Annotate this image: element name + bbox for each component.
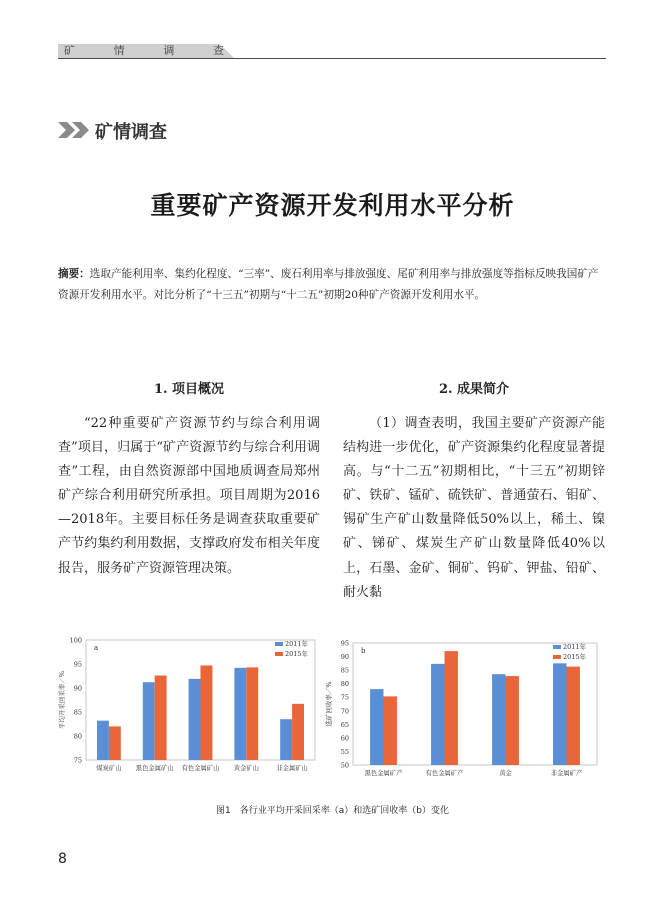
y-tick-label: 95 (73, 660, 82, 669)
bar (280, 719, 292, 760)
figure-caption: 图1 各行业平均开采回采率（a）和选矿回收率（b）变化 (216, 806, 449, 816)
chart-beneficiation-recovery-rate (325, 635, 607, 785)
x-tick-label: 煤炭矿山 (96, 765, 122, 772)
y-tick-label: 70 (340, 707, 349, 716)
page-number: 8 (58, 851, 67, 867)
y-tick-label: 80 (340, 680, 349, 689)
article-title: 重要矿产资源开发利用水平分析 (150, 191, 515, 220)
abstract-text: 选取产能利用率、集约化程度、“三率”、废石利用率与排放强度、尾矿利用率与排放强度等指标反映我国矿产资源开发利用水平。对比分析了“十三五”初期与“十二五”初期20种矿产资源开发利用水平。 (58, 268, 599, 301)
bar (431, 664, 444, 765)
panel-label: a (94, 644, 99, 652)
bar (155, 676, 167, 760)
bar (201, 665, 213, 760)
y-tick-label: 100 (69, 636, 82, 645)
bar (109, 726, 121, 760)
double-chevron-icon (58, 122, 92, 138)
y-tick-label: 90 (340, 653, 349, 662)
running-header-char: 查 (212, 44, 224, 57)
header-rule (58, 58, 606, 59)
bar (553, 663, 566, 765)
y-tick-label: 85 (340, 666, 349, 675)
y-axis-label: 平均开采回采率／% (58, 670, 66, 730)
y-axis-label: 选矿回收率／% (325, 681, 333, 727)
panel-label: b (361, 647, 366, 655)
x-tick-label: 黑色金属矿山 (135, 765, 174, 772)
legend-swatch (275, 642, 283, 646)
legend-label: 2015年 (285, 650, 309, 658)
bar (189, 679, 201, 760)
abstract-label: 摘要： (58, 268, 90, 280)
running-header-char: 情 (113, 44, 125, 57)
section-heading-overview: 1. 项目概况 (153, 382, 225, 397)
running-header-char: 矿 (64, 44, 75, 57)
y-tick-label: 55 (340, 747, 349, 756)
x-tick-label: 黄金矿山 (233, 765, 259, 772)
bar (234, 668, 246, 760)
y-tick-label: 75 (340, 693, 349, 702)
bar (246, 667, 258, 760)
bar (492, 674, 505, 765)
bar (384, 696, 397, 765)
legend-swatch (275, 652, 283, 656)
bar (445, 651, 458, 765)
legend-label: 2011年 (285, 640, 309, 648)
bar (370, 689, 383, 765)
legend-swatch (553, 645, 561, 649)
x-tick-label: 有色金属矿山 (181, 765, 220, 772)
x-tick-label: 有色金属矿产 (425, 770, 464, 777)
x-tick-label: 黑色金属矿产 (364, 770, 403, 777)
bar (567, 667, 580, 765)
x-tick-label: 非金属矿产 (550, 770, 583, 777)
y-tick-label: 95 (340, 639, 349, 648)
legend-label: 2015年 (563, 653, 587, 661)
y-tick-label: 75 (73, 756, 82, 765)
y-tick-label: 65 (340, 720, 349, 729)
section-label: 矿情调查 (95, 122, 167, 143)
running-header-char: 调 (163, 44, 175, 57)
y-tick-label: 60 (340, 734, 349, 743)
x-tick-label: 黄金 (499, 770, 512, 777)
y-tick-label: 90 (73, 684, 82, 693)
bar (143, 682, 155, 760)
legend-swatch (553, 655, 561, 659)
running-header (64, 44, 224, 58)
bar (97, 721, 109, 760)
body-paragraph: （1）调查表明，我国主要矿产资源产能结构进一步优化，矿产资源集约化程度显著提高。与“十二五”初期相比，“十三五”初期锌矿、铁矿、锰矿、硫铁矿、普通萤石、钼矿、锡矿生产矿山数量降低50%以上，稀土、镍矿、锑矿、煤炭生产矿山数量降低40%以上，石墨、金矿、铜矿、钨矿、钾盐、铅矿、耐火黏 (343, 416, 605, 600)
y-tick-label: 85 (73, 708, 82, 717)
x-tick-label: 非金属矿山 (276, 765, 308, 772)
legend-label: 2011年 (563, 643, 587, 651)
bar (506, 676, 519, 765)
section-heading-results: 2. 成果简介 (438, 382, 510, 397)
body-paragraph: “22种重要矿产资源节约与综合利用调查”项目，归属于“矿产资源节约与综合利用调查”工程，由自然资源部中国地质调查局郑州矿产综合利用研究所承担。项目周期为2016—2018年。主要目标任务是调查获取重要矿产节约集约利用数据，支撑政府发布相关年度报告，服务矿产资源管理决策。 (58, 416, 320, 576)
abstract (58, 264, 606, 306)
y-tick-label: 80 (73, 732, 82, 741)
chart-mining-recovery-rate (58, 630, 323, 780)
y-tick-label: 50 (340, 761, 349, 770)
bar (292, 704, 304, 760)
